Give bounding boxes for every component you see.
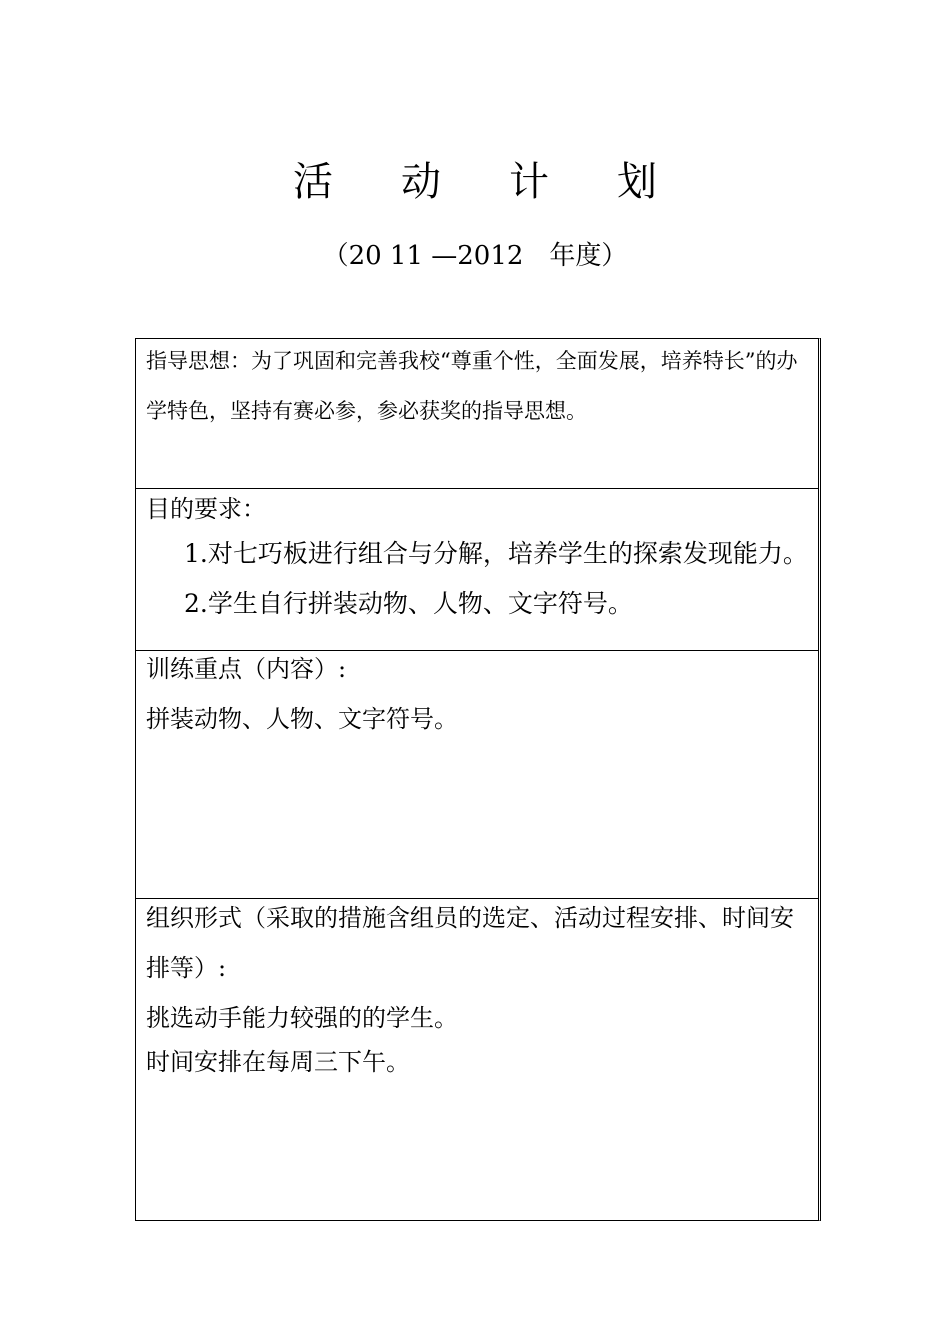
document-subtitle: （20 11 —2012 年度） [322, 241, 628, 271]
plan-table [135, 338, 821, 1221]
section-goals [136, 489, 818, 651]
section-guiding-thought [136, 339, 818, 489]
goal-item: 2.学生自行拼装动物、人物、文字符号。 [184, 589, 633, 618]
training-heading: 训练重点（内容）: [146, 655, 347, 683]
title-char: 计 [509, 159, 549, 205]
document-title [0, 155, 950, 209]
goals-heading: 目的要求： [146, 495, 266, 523]
training-content: 拼装动物、人物、文字符号。 [146, 705, 458, 733]
title-char: 活 [293, 159, 333, 205]
goal-item: 1.对七巧板进行组合与分解，培养学生的探索发现能力。 [184, 539, 808, 568]
section-organization [136, 899, 818, 1220]
title-char: 划 [617, 159, 657, 205]
organization-heading: 组织形式（采取的措施含组员的选定、活动过程安排、时间安排等）: [146, 904, 794, 982]
section-training-focus [136, 651, 818, 899]
title-char: 动 [401, 159, 441, 205]
organization-line: 挑选动手能力较强的的学生。 [146, 1004, 458, 1032]
guiding-thought-text: 指导思想：为了巩固和完善我校“尊重个性，全面发展，培养特长”的办学特色，坚持有赛必参，参必获奖的指导思想。 [146, 349, 798, 423]
organization-line: 时间安排在每周三下午。 [146, 1048, 410, 1076]
